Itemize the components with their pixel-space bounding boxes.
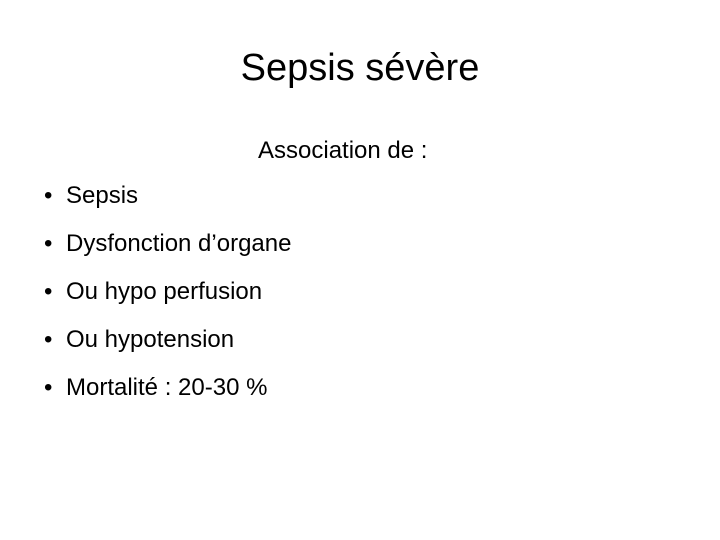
- list-item: [44, 179, 291, 227]
- list-item: [44, 371, 291, 419]
- list-item: [44, 275, 291, 323]
- bullet-icon: •: [44, 374, 53, 401]
- bullet-icon: •: [44, 278, 53, 305]
- bullet-text: Sepsis: [66, 182, 139, 209]
- list-item: [44, 323, 291, 371]
- bullet-icon: •: [44, 182, 53, 209]
- bullet-list: [44, 179, 291, 419]
- bullet-icon: •: [44, 230, 53, 257]
- bullet-text: Ou hypotension: [66, 326, 235, 353]
- bullet-text: Dysfonction d’organe: [66, 230, 292, 257]
- slide-title: Sepsis sévère: [240, 47, 480, 89]
- slide-subtitle: Association de :: [258, 137, 428, 164]
- list-item: [44, 227, 291, 275]
- bullet-icon: •: [44, 326, 53, 353]
- bullet-text: Mortalité : 20-30 %: [66, 374, 268, 401]
- bullet-text: Ou hypo perfusion: [66, 278, 263, 305]
